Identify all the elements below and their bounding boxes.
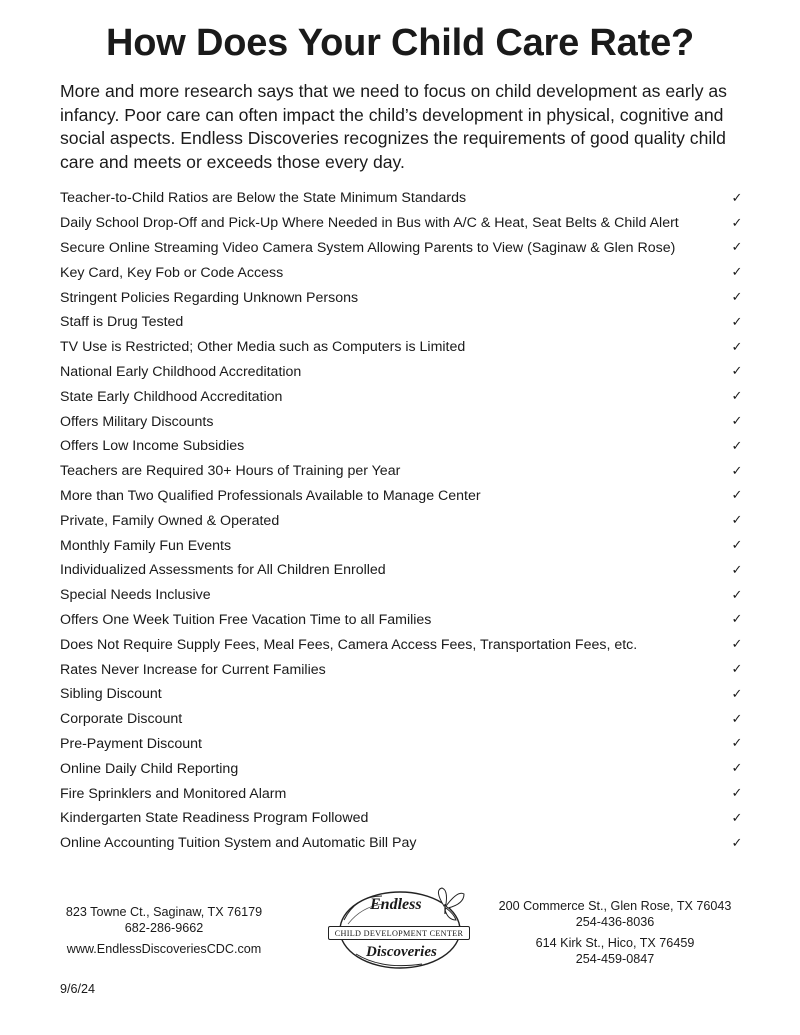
- checklist-item-text: Key Card, Key Fob or Code Access: [60, 264, 284, 281]
- saginaw-phone: 682-286-9662: [124, 920, 204, 935]
- checkmark-icon: ✓: [731, 290, 743, 306]
- checkmark-icon: ✓: [731, 339, 743, 355]
- checklist-item-text: Teacher-to-Child Ratios are Below the State Minimum Standards: [60, 190, 467, 207]
- checklist-item: [60, 682, 744, 707]
- checklist-item-text: Offers Low Income Subsidies: [60, 438, 245, 455]
- hico-address: 614 Kirk St., Hico, TX 76459: [535, 936, 695, 950]
- checklist-item-text: Private, Family Owned & Operated: [60, 512, 280, 529]
- checklist-item: [60, 583, 744, 608]
- checklist-item: [60, 707, 744, 732]
- checkmark-icon: ✓: [731, 414, 743, 430]
- checklist-item: [60, 608, 744, 633]
- checklist-item: [60, 806, 744, 831]
- checklist-item-text: Online Accounting Tuition System and Automatic Bill Pay: [60, 835, 417, 852]
- checkmark-icon: ✓: [731, 364, 743, 380]
- checklist-item-text: Offers Military Discounts: [60, 413, 214, 430]
- checkmark-icon: ✓: [731, 662, 743, 678]
- checkmark-icon: ✓: [731, 240, 743, 256]
- checkmark-icon: ✓: [731, 711, 743, 727]
- page-title: How Does Your Child Care Rate?: [105, 22, 695, 64]
- checklist-item-text: Special Needs Inclusive: [60, 587, 211, 604]
- saginaw-location: [58, 905, 270, 958]
- checklist-item: [60, 186, 744, 211]
- checklist-item: [60, 831, 744, 856]
- checkmark-icon: ✓: [731, 587, 743, 603]
- checklist-item: [60, 508, 744, 533]
- glen-rose-phone: 254-436-8036: [575, 914, 655, 929]
- checkmark-icon: ✓: [731, 786, 743, 802]
- checkmark-icon: ✓: [731, 736, 743, 752]
- checkmark-icon: ✓: [731, 314, 743, 330]
- checklist-item: [60, 434, 744, 459]
- checkmark-icon: ✓: [731, 265, 743, 281]
- checklist-item: [60, 335, 744, 360]
- checklist-item-text: Monthly Family Fun Events: [60, 537, 232, 554]
- checklist-item-text: Fire Sprinklers and Monitored Alarm: [60, 785, 287, 802]
- checkmark-icon: ✓: [731, 810, 743, 826]
- checklist-item: [60, 409, 744, 434]
- checkmark-icon: ✓: [731, 463, 743, 479]
- checklist-item-text: Sibling Discount: [60, 686, 162, 703]
- checklist-item: [60, 285, 744, 310]
- butterfly-icon: [438, 888, 464, 920]
- logo-word-endless: Endless: [370, 896, 422, 913]
- checklist-item-text: National Early Childhood Accreditation: [60, 363, 302, 380]
- checklist-item: [60, 384, 744, 409]
- feature-checklist: [60, 186, 744, 856]
- checklist-item: [60, 310, 744, 335]
- other-locations: [486, 899, 744, 967]
- checklist-item: [60, 484, 744, 509]
- checkmark-icon: ✓: [731, 513, 743, 529]
- checklist-item-text: Individualized Assessments for All Children Enrolled: [60, 562, 386, 579]
- checkmark-icon: ✓: [731, 835, 743, 851]
- checklist-item: [60, 533, 744, 558]
- checklist-item-text: Secure Online Streaming Video Camera System Allowing Parents to View (Saginaw & Glen Rose): [60, 239, 676, 256]
- glen-rose-address: 200 Commerce St., Glen Rose, TX 76043: [498, 899, 732, 913]
- checklist-item: [60, 732, 744, 757]
- checkmark-icon: ✓: [731, 637, 743, 653]
- checklist-item: [60, 657, 744, 682]
- checklist-item-text: Offers One Week Tuition Free Vacation Time to all Families: [60, 611, 432, 628]
- checklist-item-text: Stringent Policies Regarding Unknown Persons: [60, 289, 359, 306]
- checkmark-icon: ✓: [731, 612, 743, 628]
- checklist-item-text: Teachers are Required 30+ Hours of Training per Year: [60, 463, 401, 480]
- checklist-item-text: Does Not Require Supply Fees, Meal Fees, Camera Access Fees, Transportation Fees, etc.: [60, 636, 638, 653]
- checklist-item-text: TV Use is Restricted; Other Media such as Computers is Limited: [60, 339, 466, 356]
- checklist-item: [60, 459, 744, 484]
- checklist-item-text: More than Two Qualified Professionals Available to Manage Center: [60, 487, 481, 504]
- hico-phone: 254-459-0847: [575, 951, 655, 966]
- checkmark-icon: ✓: [731, 761, 743, 777]
- saginaw-address: 823 Towne Ct., Saginaw, TX 76179: [65, 905, 263, 919]
- checklist-item: [60, 756, 744, 781]
- checklist-item: [60, 236, 744, 261]
- checklist-item-text: Pre-Payment Discount: [60, 735, 202, 752]
- hico-location: [486, 936, 744, 967]
- checklist-item-text: Staff is Drug Tested: [60, 314, 184, 331]
- intro-paragraph: More and more research says that we need to focus on child development as early as infancy. Poor care can often impact the child’s development in physical, cognitive and social aspects. Endless Discoveries recognizes the requirements of good quality child care and meets or exceeds those every day.: [60, 81, 727, 172]
- checklist-item-text: Corporate Discount: [60, 711, 183, 728]
- checkmark-icon: ✓: [731, 686, 743, 702]
- checklist-item-text: Rates Never Increase for Current Families: [60, 661, 326, 678]
- website-link[interactable]: www.EndlessDiscoveriesCDC.com: [66, 942, 262, 956]
- checklist-item-text: Daily School Drop-Off and Pick-Up Where Needed in Bus with A/C & Heat, Seat Belts & Child Alert: [60, 215, 679, 232]
- checkmark-icon: ✓: [731, 389, 743, 405]
- document-date: 9/6/24: [60, 982, 96, 996]
- checkmark-icon: ✓: [731, 215, 743, 231]
- checklist-item: [60, 632, 744, 657]
- checklist-item-text: Online Daily Child Reporting: [60, 760, 239, 777]
- checkmark-icon: ✓: [731, 438, 743, 454]
- logo-banner: CHILD DEVELOPMENT CENTER: [328, 926, 470, 940]
- checklist-item: [60, 558, 744, 583]
- checklist-item-text: State Early Childhood Accreditation: [60, 388, 283, 405]
- checkmark-icon: ✓: [731, 538, 743, 554]
- checklist-item: [60, 781, 744, 806]
- checklist-item: [60, 260, 744, 285]
- checkmark-icon: ✓: [731, 190, 743, 206]
- checklist-item-text: Kindergarten State Readiness Program Followed: [60, 810, 369, 827]
- logo-word-discoveries: Discoveries: [366, 944, 437, 960]
- checklist-item: [60, 360, 744, 385]
- glen-rose-location: [486, 899, 744, 930]
- checkmark-icon: ✓: [731, 488, 743, 504]
- checklist-item: [60, 211, 744, 236]
- endless-discoveries-logo: [322, 884, 478, 974]
- checkmark-icon: ✓: [731, 562, 743, 578]
